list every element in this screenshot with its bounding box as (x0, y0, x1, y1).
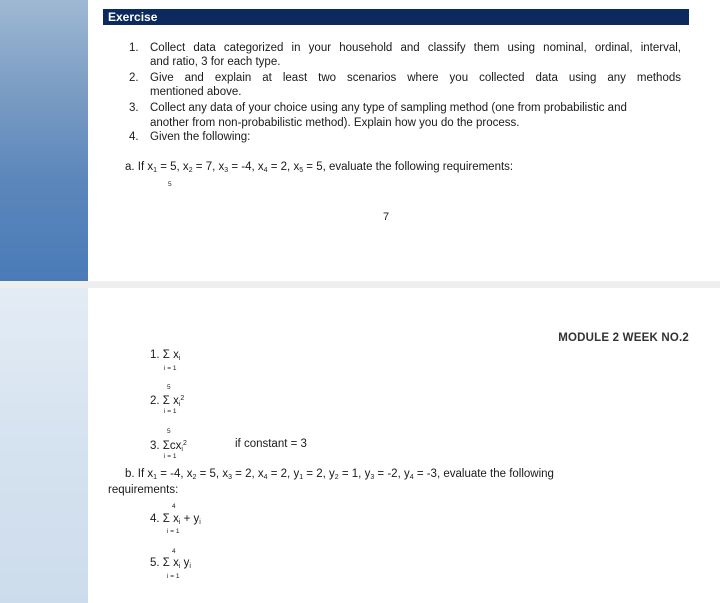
summation-expression: 4. Σ $x_i + y_i$ (150, 513, 201, 526)
summation-upper-limit: 5 (168, 181, 172, 188)
item-text: Collect any data of your choice using any type of sampling method (one from probabilistic and (150, 102, 627, 114)
item-text: and ratio, 3 for each type. (150, 56, 281, 68)
module-label: MODULE 2 WEEK NO.2 (558, 332, 689, 344)
part-b-statement: b. If $x_1 = -4$, $x_2 = 5$, $x_3 = 2$, $x_4 = 2$, $y_1 = 2$, $y_2 = 1$, $y_3 = -2$, $y_4 = -3$, evaluate the following (125, 468, 554, 481)
document-page-2 (0, 288, 720, 603)
summation-expression: 2. Σ $x_i^2$ (150, 395, 185, 408)
summation-expression: 5. Σ $x_i$ $y_i$ (150, 557, 191, 570)
decorative-sidebar (0, 288, 88, 603)
item-number: 2. (129, 72, 139, 84)
summation-upper-limit: 4 (172, 503, 176, 510)
document-page-1 (0, 0, 720, 281)
part-a-statement: a. If $x_1 = 5$, $x_2 = 7$, $x_3 = -4$, $x_4 = 2$, $x_5 = 5$, evaluate the following requirements: (125, 161, 514, 174)
summation-upper-limit: 5 (167, 428, 171, 435)
summation-lower-limit: i = 1 (164, 453, 177, 460)
item-text: Give and explain at least two scenarios where you collected data using any methods (150, 72, 681, 84)
summation-upper-limit: 5 (167, 384, 171, 391)
part-b-statement-continued: requirements: (108, 484, 179, 496)
decorative-sidebar (0, 0, 88, 281)
summation-lower-limit: i = 1 (167, 528, 180, 535)
summation-lower-limit: i = 1 (164, 365, 177, 372)
item-number: 4. (129, 131, 139, 143)
item-number: 1. (129, 42, 139, 54)
summation-lower-limit: i = 1 (167, 573, 180, 580)
summation-expression: 1. Σ $x_i$ (150, 349, 181, 362)
constant-note: if constant = 3 (235, 438, 307, 450)
summation-upper-limit: 4 (172, 548, 176, 555)
item-text: Collect data categorized in your household and classify them using nominal, ordinal, interval, (150, 42, 681, 54)
page-number: 7 (383, 211, 390, 223)
item-number: 3. (129, 102, 139, 114)
summation-lower-limit: i = 1 (164, 408, 177, 415)
summation-expression: 3. Σcx$_i^2$ (150, 440, 187, 453)
item-text: Given the following: (150, 131, 251, 143)
item-text: mentioned above. (150, 86, 242, 98)
item-text: another from non-probabilistic method). Explain how you do the process. (150, 117, 520, 129)
exercise-header: Exercise (103, 9, 689, 25)
